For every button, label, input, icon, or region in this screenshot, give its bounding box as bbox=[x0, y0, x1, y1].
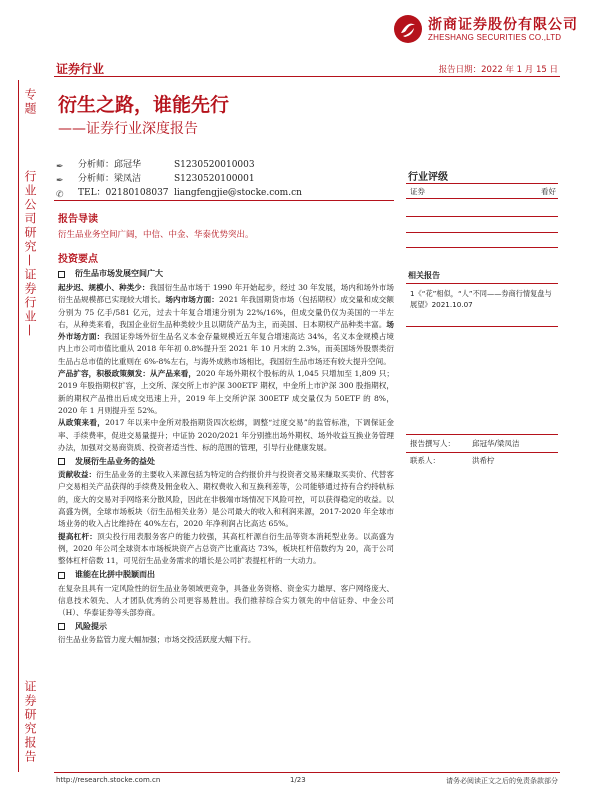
paragraph: 在复杂且具有一定风险性的衍生品业务领域更竞争，具备业务资格、资金实力雄厚、客户网络庞大、信息技术领先、人才团队优秀的公司更容易胜出。我们推荐综合实力领先的中信证券、中金公司（H）、华泰证券等头部券商。 bbox=[58, 583, 394, 618]
rating-value: 看好 bbox=[541, 187, 556, 196]
rating-divider bbox=[406, 247, 558, 248]
rating-divider bbox=[406, 183, 558, 184]
company-name-en: ZHESHANG SECURITIES CO.,LTD bbox=[428, 33, 562, 42]
side-label-category: 行业公司研究—证券行业— bbox=[23, 170, 37, 338]
disclaimer-note: 请务必阅读正文之后的免责条款部分 bbox=[446, 777, 558, 785]
section-heading: 风险提示 bbox=[58, 620, 394, 633]
rating-divider bbox=[406, 216, 558, 217]
paragraph: 从政策来看，2017 年以来中金所对股指期货四次松绑，调整“过度交易”的监管标准，下调保证金率、手续费率，促进交易量提升；中证协 2020/2021 年分别推出场外期权、场外收益互换业务管理办法，加强对交易商资质、投资者适当性、标的范围的管理，引导行业健康发展。 bbox=[58, 418, 395, 452]
related-report-link[interactable]: 1《“花”相似，“人”不同——券商行情复盘与展望》2021.10.07 bbox=[410, 289, 552, 309]
paragraph: 产品扩容，积极政策频发：从产品来看，2020 年场外期权个股标的从 1,045 只增加至 1,809 只；2019 年股指期权扩容，上交所、深交所上市沪深 300ETF 期权，中金所上市沪深 300 股指期权，新的期权产品推出后成交迅速上升，2019 年上交所沪深 300ETF 成交量仅为 50ETF 的 8%，2020 年 1 月则提升至 52%。 bbox=[58, 369, 394, 415]
company-logo-icon bbox=[393, 14, 423, 44]
guide-heading: 报告导读 bbox=[58, 214, 98, 225]
related-divider bbox=[406, 326, 558, 327]
analyst-cert: S1230520010003 bbox=[174, 160, 255, 170]
rating-key: 证券 bbox=[410, 187, 425, 196]
phone-icon: ✆ bbox=[56, 190, 64, 200]
rating-heading: 行业评级 bbox=[408, 172, 448, 183]
paragraph: 提高杠杆：顶尖投行用表服务客户的能力较强，其高杠杆源自衍生品等资本消耗型业务。以高盛为例，2020 年公司全球资本市场板块资产占总资产比重高达 73%，板块杠杆倍数约为 20，高于公司整体杠杆倍数 11，可见衍生品业务需求的增长是公司扩表提杠杆的一大动力。 bbox=[58, 531, 395, 566]
paragraph: 衍生品业务监管力度大幅加强；市场交投活跃度大幅下行。 bbox=[58, 635, 256, 645]
author-divider bbox=[406, 452, 558, 453]
contact-key: 联系人： bbox=[410, 456, 440, 465]
side-divider bbox=[18, 80, 19, 772]
related-heading: 相关报告 bbox=[408, 271, 440, 280]
section-heading: 发展衍生品业务的益处 bbox=[58, 455, 394, 468]
investment-points bbox=[58, 267, 394, 647]
section-heading: 谁能在比拼中脱颖而出 bbox=[58, 569, 394, 582]
related-divider bbox=[406, 283, 558, 284]
paragraph: 贡献收益：衍生品业务的主要收入来源包括为特定的合约报价并与投资者交易来赚取买卖价、代替客户交易相关产品获得的手续费及佣金收入、期权费收入和互换利差等，公司能够通过持有合约持轨标的，庞大的交易对手网络来分散风险，因此在非极端市场情况下风险可控，可以获得稳定的收益。以高盛为例，全球市场板块（衍生品相关业务）是公司最大的收入和利润来源，2017-2020 年全球市场业务的收入占比维持在 40%左右，2020 年净利润占比高达 65%。 bbox=[58, 470, 394, 529]
pen-icon: ✒ bbox=[56, 176, 64, 186]
report-date: 报告日期：2022 年 1 月 15 日 bbox=[438, 65, 558, 75]
analyst-divider bbox=[54, 200, 394, 201]
page-number: 1/23 bbox=[290, 776, 306, 784]
guide-text: 衍生品业务空间广阔，中信、中金、华泰优势突出。 bbox=[58, 230, 254, 240]
paragraph: 起步迟、规模小、种类少：我国衍生品市场于 1990 年开始起步，经过 30 年发展，场内和场外市场衍生品规模都已实现较大增长。场内市场方面：2021 年我国期货市场（包括期权）成交量和成交额分别为 75 亿手/581 亿元，过去十年复合增速分别为 22%/16%，但成交量仍仅为美国的一半左右，从种类来看，我国企业衍生品种类较少且以期货产品为主，而美国、日本期权产品种类丰富。场外市场方面：我国证券场外衍生品名义本金存量规模近五年复合增速高达 34%，名义本金规模占境内上市公司市值比重从 2018 年年初 0.8%提升至 2021 年 10 月末的 2.3%，而美国场外股票类衍生品占总市值的比重则在 6%-8%左右，与海外成熟市场相比，我国衍生品市场还有较大提升空间。 bbox=[58, 283, 394, 366]
checkbox-icon bbox=[58, 572, 65, 579]
footer-divider bbox=[54, 772, 560, 773]
section-heading: 衍生品市场发展空间广大 bbox=[58, 268, 394, 281]
company-name-cn: 浙商证券股份有限公司 bbox=[428, 17, 578, 33]
author-value: 邱冠华/梁凤洁 bbox=[472, 439, 520, 448]
email-link[interactable]: liangfengjie@stocke.com.cn bbox=[174, 188, 302, 198]
phone-number: TEL：02180108037 bbox=[78, 188, 169, 198]
side-label-report-type: 证券研究报告 bbox=[23, 680, 37, 764]
report-subtitle: ——证券行业深度报告 bbox=[58, 121, 198, 137]
analyst-label: 分析师：邱冠华 bbox=[78, 160, 142, 170]
checkbox-icon bbox=[58, 623, 65, 630]
rating-divider bbox=[406, 232, 558, 233]
analyst-label: 分析师：梁凤洁 bbox=[78, 174, 142, 184]
author-divider bbox=[406, 434, 558, 435]
checkbox-icon bbox=[58, 458, 65, 465]
footer-url-link[interactable]: http://research.stocke.com.cn bbox=[56, 776, 161, 784]
pen-icon: ✒ bbox=[56, 162, 64, 172]
analyst-cert: S1230520100001 bbox=[174, 174, 255, 184]
contact-value: 洪希柠 bbox=[472, 456, 495, 465]
author-key: 报告撰写人： bbox=[410, 439, 455, 448]
side-label-topic: 专题 bbox=[23, 88, 37, 116]
rating-divider bbox=[406, 198, 558, 199]
industry-label: 证券行业 bbox=[56, 62, 105, 76]
points-heading: 投资要点 bbox=[58, 254, 98, 265]
report-title: 衍生之路，谁能先行 bbox=[58, 94, 230, 116]
header-divider bbox=[54, 76, 560, 77]
checkbox-icon bbox=[58, 271, 65, 278]
